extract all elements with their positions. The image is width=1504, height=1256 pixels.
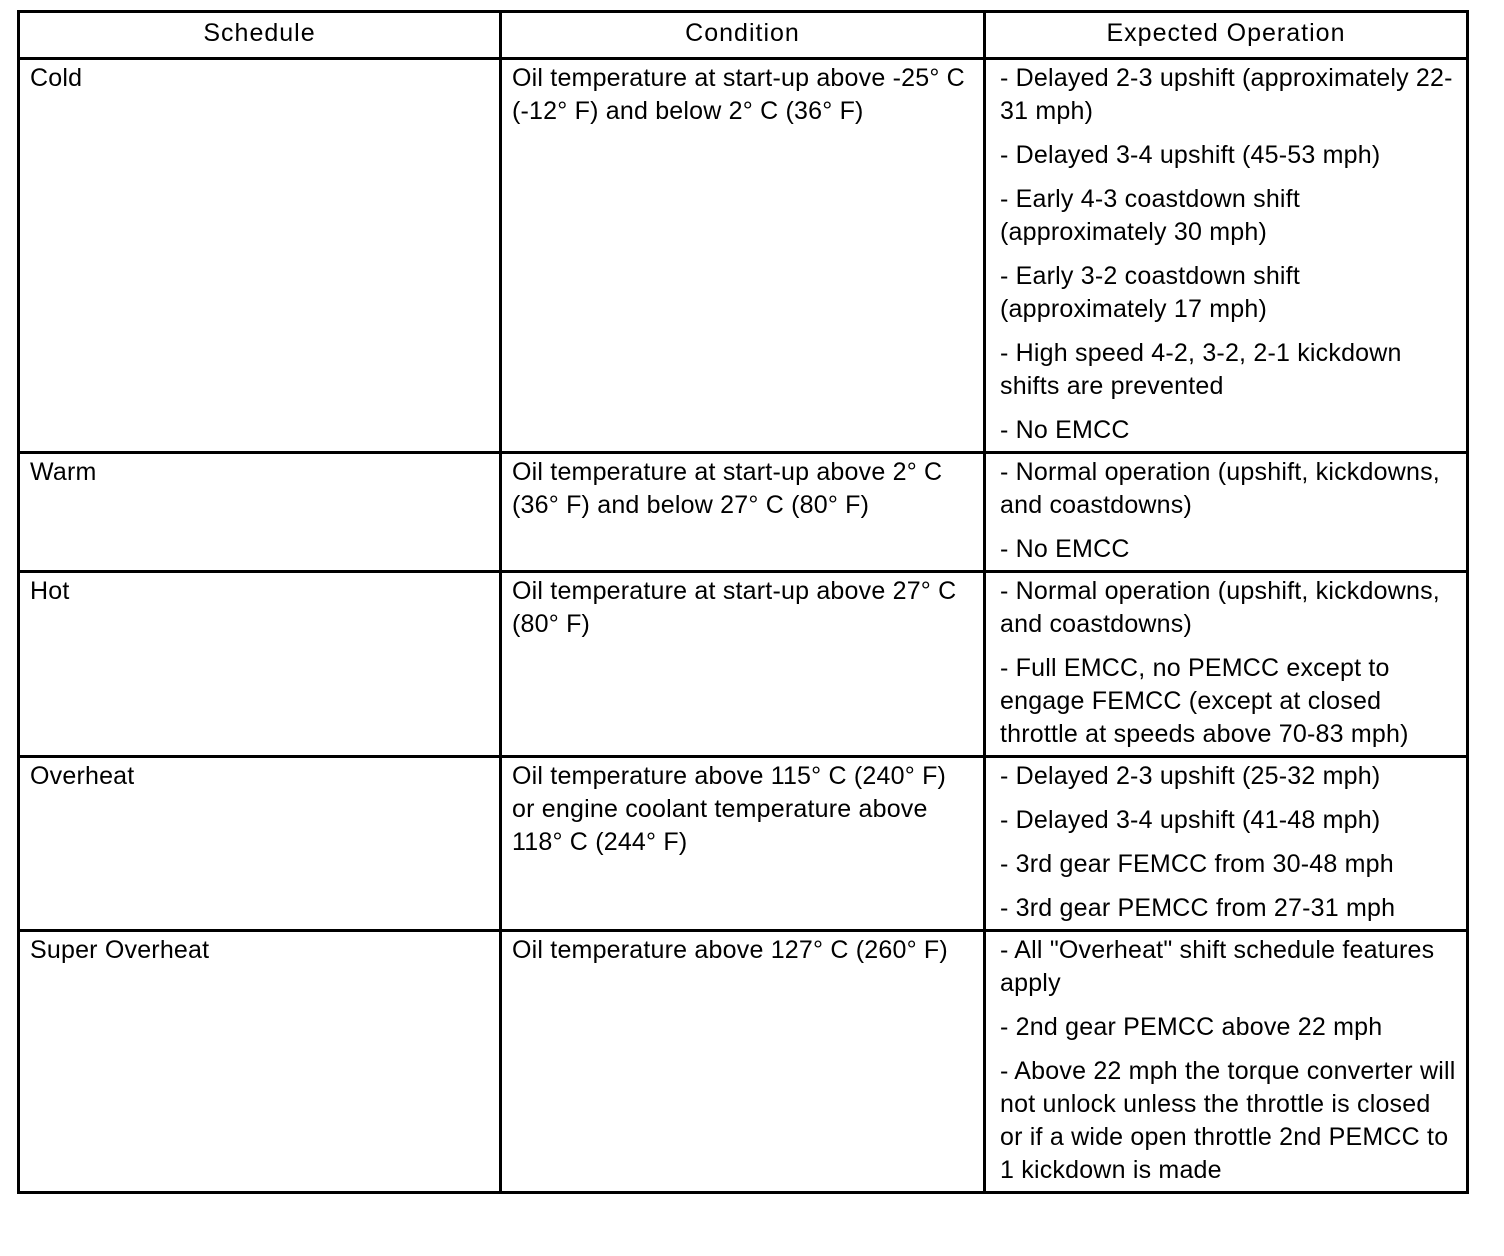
expected-operation-cell bbox=[985, 757, 1468, 931]
schedule-cell: Super Overheat bbox=[19, 931, 501, 1193]
operation-item: - Full EMCC, no PEMCC except to engage FEMCC (except at closed throttle at speeds above 70-83 mph) bbox=[1000, 654, 1409, 748]
expected-operation-cell bbox=[985, 453, 1468, 572]
operation-item: - Delayed 2-3 upshift (25-32 mph) bbox=[1000, 762, 1381, 790]
condition-cell: Oil temperature above 115° C (240° F) or engine coolant temperature above 118° C (244° F) bbox=[501, 757, 985, 931]
expected-operation-cell bbox=[985, 931, 1468, 1193]
operation-item: - 3rd gear FEMCC from 30-48 mph bbox=[1000, 850, 1394, 878]
operation-item: - Above 22 mph the torque converter will not unlock unless the throttle is closed or if a wide open throttle 2nd PEMCC to 1 kickdown is made bbox=[1000, 1057, 1456, 1184]
condition-cell: Oil temperature above 127° C (260° F) bbox=[501, 931, 985, 1193]
schedule-cell: Warm bbox=[19, 453, 501, 572]
operation-item: - High speed 4-2, 3-2, 2-1 kickdown shifts are prevented bbox=[1000, 339, 1402, 400]
operation-item: - Early 4-3 coastdown shift (approximately 30 mph) bbox=[1000, 185, 1300, 246]
table-body bbox=[19, 59, 1468, 1193]
operation-item: - No EMCC bbox=[1000, 416, 1130, 444]
operation-item: - Normal operation (upshift, kickdowns, and coastdowns) bbox=[1000, 577, 1440, 638]
header-expected-operation: Expected Operation bbox=[985, 12, 1468, 59]
condition-cell: Oil temperature at start-up above 2° C (36° F) and below 27° C (80° F) bbox=[501, 453, 985, 572]
operation-item: - 2nd gear PEMCC above 22 mph bbox=[1000, 1013, 1383, 1041]
table-row bbox=[19, 757, 1468, 931]
operation-item: - 3rd gear PEMCC from 27-31 mph bbox=[1000, 894, 1396, 922]
header-condition: Condition bbox=[501, 12, 985, 59]
operation-item: - No EMCC bbox=[1000, 535, 1130, 563]
schedule-cell: Cold bbox=[19, 59, 501, 453]
operation-item: - Normal operation (upshift, kickdowns, and coastdowns) bbox=[1000, 458, 1440, 519]
condition-cell: Oil temperature at start-up above -25° C (-12° F) and below 2° C (36° F) bbox=[501, 59, 985, 453]
expected-operation-cell bbox=[985, 572, 1468, 757]
table-row bbox=[19, 453, 1468, 572]
table-header bbox=[19, 12, 1468, 59]
table-row bbox=[19, 572, 1468, 757]
operation-item: - All "Overheat" shift schedule features apply bbox=[1000, 936, 1435, 997]
table-row bbox=[19, 59, 1468, 453]
operation-item: - Delayed 2-3 upshift (approximately 22-31 mph) bbox=[1000, 64, 1453, 125]
operation-item: - Delayed 3-4 upshift (41-48 mph) bbox=[1000, 806, 1381, 834]
shift-schedule-table bbox=[17, 10, 1469, 1194]
schedule-cell: Hot bbox=[19, 572, 501, 757]
expected-operation-cell bbox=[985, 59, 1468, 453]
condition-cell: Oil temperature at start-up above 27° C (80° F) bbox=[501, 572, 985, 757]
header-row bbox=[19, 12, 1468, 59]
operation-item: - Delayed 3-4 upshift (45-53 mph) bbox=[1000, 141, 1381, 169]
header-schedule: Schedule bbox=[19, 12, 501, 59]
table-row bbox=[19, 931, 1468, 1193]
operation-item: - Early 3-2 coastdown shift (approximately 17 mph) bbox=[1000, 262, 1300, 323]
schedule-cell: Overheat bbox=[19, 757, 501, 931]
